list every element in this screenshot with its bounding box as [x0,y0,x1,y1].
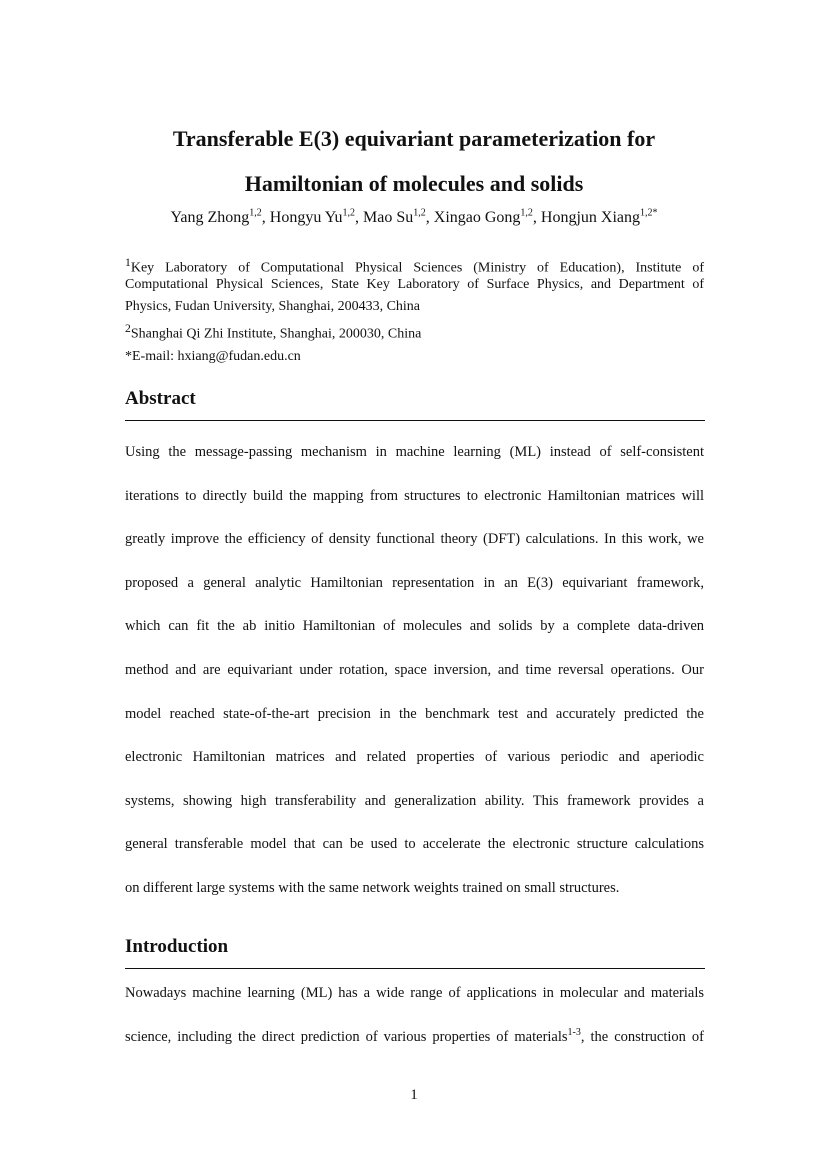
abstract-line: greatly improve the efficiency of density functional theory (DFT) calculations. In this work, we [125,531,704,548]
introduction-line: Nowadays machine learning (ML) has a wide range of applications in molecular and materials [125,985,704,1001]
abstract-body [125,431,704,911]
introduction-body [125,972,704,1059]
abstract-line: on different large systems with the same network weights trained on small structures. [125,879,620,896]
affiliation-mark: 2 [125,322,131,335]
page-number: 1 [410,1087,418,1103]
affiliation-mark: 1 [125,256,131,269]
abstract-line: electronic Hamiltonian matrices and related properties of various periodic and aperiodic [125,749,704,766]
affiliation-1-line: Physics, Fudan University, Shanghai, 200433, China [125,299,421,314]
author-name: Hongjun Xiang [540,209,641,226]
abstract-heading: Abstract [125,388,196,409]
abstract-line: method and are equivariant under rotation, space inversion, and time reversal operations. Our [125,661,704,678]
author-list: Yang Zhong$^{1,2}$, Hongyu Yu$^{1,2}$, Mao Su$^{1,2}$, Xingao Gong$^{1,2}$, Hongjun Xiang$^{1,2*}$ [170,207,658,226]
abstract-line: proposed a general analytic Hamiltonian representation in an E(3) equivariant framework, [125,574,704,591]
abstract-line: systems, showing high transferability and generalization ability. This framework provides a [125,792,704,809]
abstract-line: iterations to directly build the mapping from structures to electronic Hamiltonian matrices will [125,487,704,504]
author-name: Mao Su [363,209,414,226]
abstract-line: which can fit the ab initio Hamiltonian of molecules and solids by a complete data-driven [125,618,704,635]
abstract-rule [125,420,705,421]
introduction-rule [125,968,705,969]
corresponding-email: *E-mail: hxiang@fudan.edu.cn [125,348,301,364]
introduction-heading: Introduction [125,936,229,957]
citation-ref: 1-3 [567,1026,581,1038]
author-name: Yang Zhong [170,209,250,226]
author-affiliation-mark: 1,2 [520,207,533,219]
author-affiliation-mark: 1,2 [249,207,262,219]
affiliations [125,252,704,368]
affiliation-2: $^2$Shanghai Qi Zhi Institute, Shanghai, 200030, China [125,322,422,342]
abstract-line: general transferable model that can be used to accelerate the electronic structure calculations [125,836,704,853]
affiliation-1-line: Computational Physical Sciences, State Key Laboratory of Surface Physics, and Department of [125,277,704,292]
paper-title-line-2: Hamiltonian of molecules and solids [244,171,584,196]
affiliation-1-line: $^1$Key Laboratory of Computational Physical Sciences (Ministry of Education), Institute of [125,256,704,276]
abstract-line: model reached state-of-the-art precision in the benchmark test and accurately predicted the [125,705,704,722]
author-affiliation-mark: 1,2 [413,207,426,219]
introduction-line: science, including the direct prediction of various properties of materials$^{1-3}$, the construction of [125,1026,704,1045]
author-name: Hongyu Yu [269,209,343,226]
author-affiliation-mark: 1,2* [640,207,658,219]
paper-title-line-1: Transferable E(3) equivariant parameterization for [172,126,656,151]
author-affiliation-mark: 1,2 [342,207,356,219]
author-name: Xingao Gong [433,209,521,226]
abstract-line: Using the message-passing mechanism in machine learning (ML) instead of self-consistent [125,444,704,460]
